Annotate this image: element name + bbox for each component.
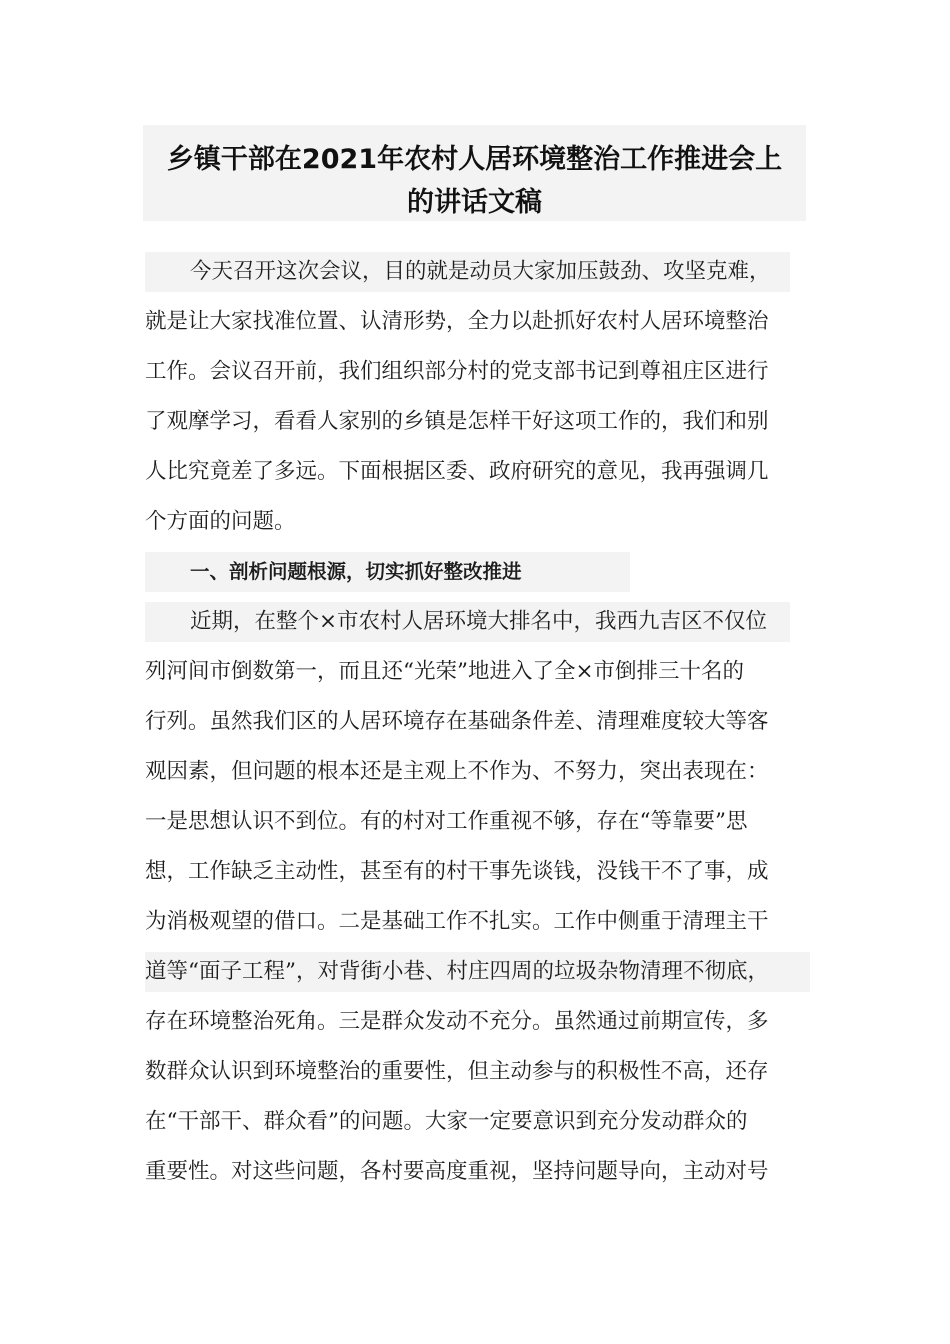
paragraph-line: 在“干部干、群众看”的问题。大家一定要意识到充分发动群众的 bbox=[145, 1109, 748, 1134]
paragraph-line: 今天召开这次会议，目的就是动员大家加压鼓劲、攻坚克难， bbox=[145, 252, 790, 292]
paragraph-line: 观因素，但问题的根本还是主观上不作为、不努力，突出表现在： bbox=[145, 759, 769, 784]
title-line-1: 乡镇干部在2021年农村人居环境整治工作推进会上 bbox=[166, 144, 783, 175]
paragraph-line: 行列。虽然我们区的人居环境存在基础条件差、清理难度较大等客 bbox=[145, 709, 769, 734]
paragraph-line: 道等“面子工程”，对背街小巷、村庄四周的垃圾杂物清理不彻底， bbox=[145, 952, 810, 992]
document-title bbox=[143, 125, 806, 221]
paragraph-line: 人比究竟差了多远。下面根据区委、政府研究的意见，我再强调几 bbox=[145, 459, 769, 484]
title-line-2: 的讲话文稿 bbox=[407, 187, 542, 218]
paragraph-line: 了观摩学习，看看人家别的乡镇是怎样干好这项工作的，我们和别 bbox=[145, 409, 769, 434]
paragraph-line: 重要性。对这些问题，各村要高度重视，坚持问题导向，主动对号 bbox=[145, 1159, 769, 1184]
section-heading: 一、剖析问题根源，切实抓好整改推进 bbox=[145, 552, 630, 592]
paragraph-line: 一是思想认识不到位。有的村对工作重视不够，存在“等靠要”思 bbox=[145, 809, 748, 834]
paragraph-line: 就是让大家找准位置、认清形势，全力以赴抓好农村人居环境整治 bbox=[145, 309, 769, 334]
paragraph-line: 近期，在整个×市农村人居环境大排名中，我西九吉区不仅位 bbox=[145, 602, 790, 642]
paragraph-line: 存在环境整治死角。三是群众发动不充分。虽然通过前期宣传，多 bbox=[145, 1009, 769, 1034]
paragraph-line: 想，工作缺乏主动性，甚至有的村干事先谈钱，没钱干不了事，成 bbox=[145, 859, 769, 884]
paragraph-line: 列河间市倒数第一，而且还“光荣”地进入了全×市倒排三十名的 bbox=[145, 659, 745, 684]
paragraph-line: 个方面的问题。 bbox=[145, 509, 296, 534]
paragraph-line: 为消极观望的借口。二是基础工作不扎实。工作中侧重于清理主干 bbox=[145, 909, 769, 934]
paragraph-line: 工作。会议召开前，我们组织部分村的党支部书记到尊祖庄区进行 bbox=[145, 359, 769, 384]
paragraph-line: 数群众认识到环境整治的重要性，但主动参与的积极性不高，还存 bbox=[145, 1059, 769, 1084]
